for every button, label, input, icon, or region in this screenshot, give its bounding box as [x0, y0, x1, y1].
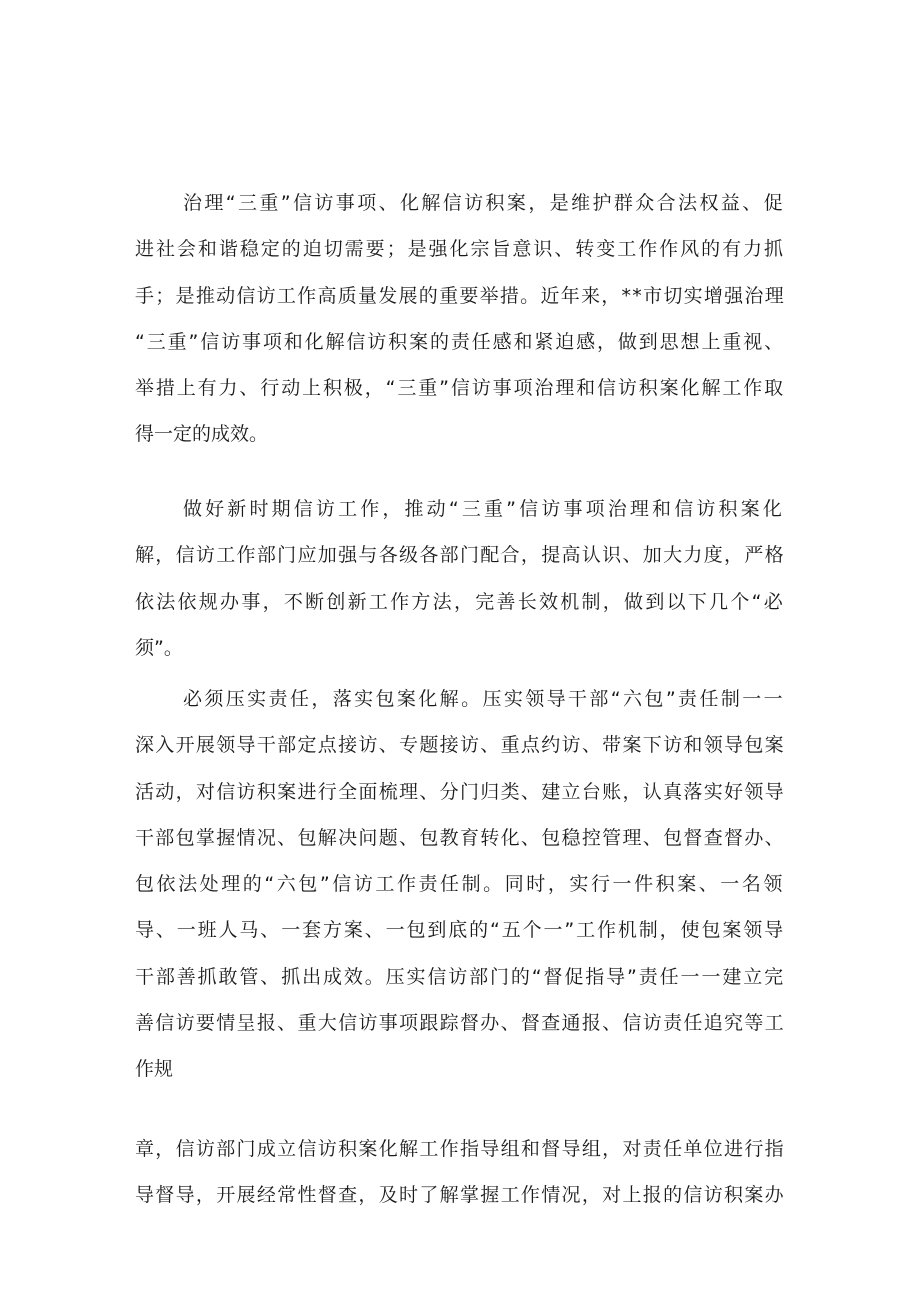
paragraph-4 [135, 1126, 785, 1219]
text-line: 举措上有力、行动上积极，“三重”信访事项治理和信访积案化解工作取 [135, 377, 785, 400]
text-line: 干部包掌握情况、包解决问题、包教育转化、包稳控管理、包督查督办、 [135, 826, 785, 849]
text-line: 活动，对信访积案进行全面梳理、分门归类、建立台账，认真落实好领导 [135, 780, 785, 803]
text-line: 导督导，开展经常性督查，及时了解掌握工作情况，对上报的信访积案办 [135, 1184, 785, 1207]
text-line: 导、一班人马、一套方案、一包到底的“五个一”工作机制，使包案领导 [135, 919, 785, 942]
text-line: 章，信访部门成立信访积案化解工作指导组和督导组，对责任单位进行指 [135, 1138, 785, 1160]
text-line: 深入开展领导干部定点接访、专题接访、重点约访、带案下访和领导包案 [135, 734, 785, 757]
text-line: 作规 [135, 1058, 174, 1081]
paragraph-1 [135, 180, 785, 458]
text-line: 干部善抓敢管、抓出成效。压实信访部门的“督促指导”责任一一建立完 [135, 965, 785, 988]
text-line: 得一定的成效。 [135, 423, 269, 446]
text-line: 依法依规办事，不断创新工作方法，完善长效机制，做到以下几个“必 [135, 590, 785, 613]
paragraph-3 [135, 676, 785, 1093]
text-line: “三重”信访事项和化解信访积案的责任感和紧迫感，做到思想上重视、 [135, 330, 785, 353]
text-line: 须”。 [135, 636, 183, 659]
text-line: 手；是推动信访工作高质量发展的重要举措。近年来，**市切实增强治理 [135, 284, 785, 307]
text-line: 必须压实责任，落实包案化解。压实领导干部“六包”责任制一一 [183, 688, 785, 710]
paragraph-2 [135, 486, 785, 671]
text-line: 解，信访工作部门应加强与各级各部门配合，提高认识、加大力度，严格 [135, 544, 785, 567]
text-line: 治理“三重”信访事项、化解信访积案，是维护群众合法权益、促 [183, 192, 785, 214]
text-line: 包依法处理的“六包”信访工作责任制。同时，实行一件积案、一名领 [135, 873, 785, 896]
text-line: 善信访要情呈报、重大信访事项跟踪督办、督查通报、信访责任追究等工 [135, 1012, 785, 1035]
text-line: 进社会和谐稳定的迫切需要；是强化宗旨意识、转变工作作风的有力抓 [135, 238, 785, 261]
text-line: 做好新时期信访工作，推动“三重”信访事项治理和信访积案化 [183, 498, 785, 520]
